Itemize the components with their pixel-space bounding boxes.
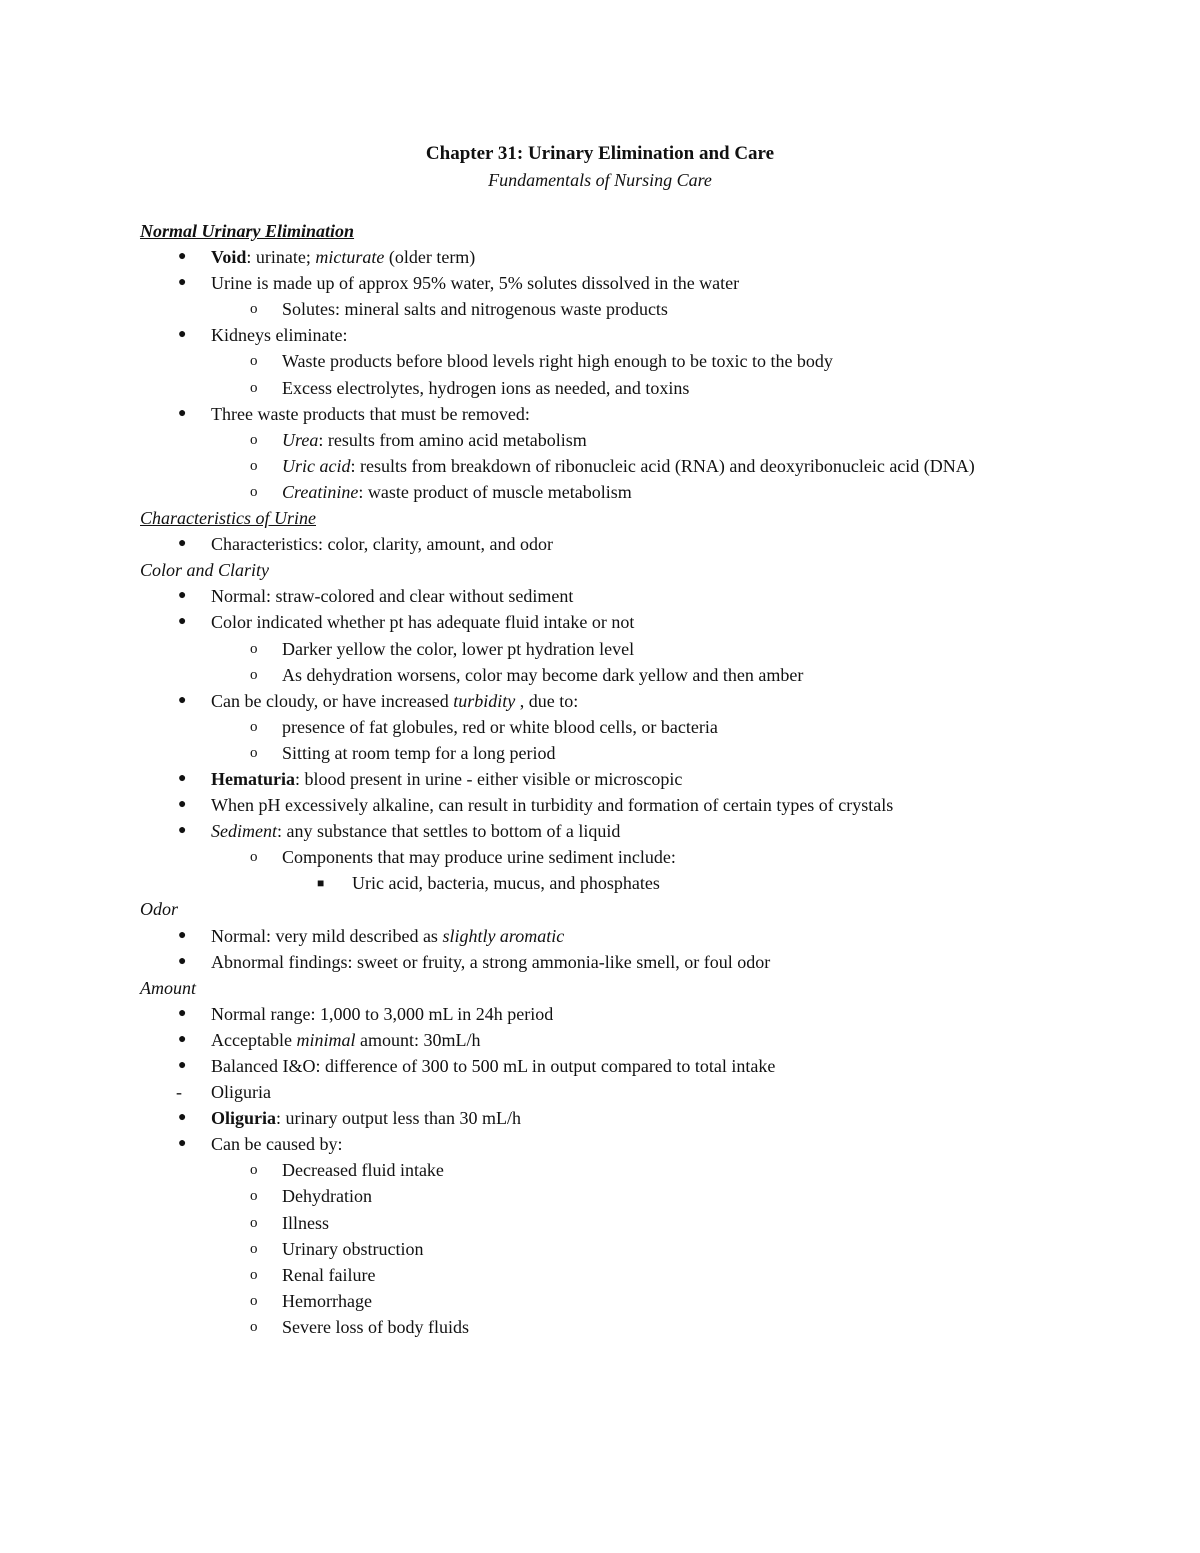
list-item: ● Characteristics: color, clarity, amount, and odor [140, 531, 1140, 557]
list-item: ● Sediment: any substance that settles to bottom of a liquid [140, 818, 1140, 844]
list-item: ● Hematuria: blood present in urine - either visible or microscopic [140, 766, 1140, 792]
section-heading-amount: Amount [140, 977, 196, 998]
square-bullet-icon: ■ [317, 876, 325, 891]
list-item: o Dehydration [140, 1183, 1140, 1209]
list-item: o Urinary obstruction [140, 1236, 1140, 1262]
circle-bullet-icon: o [250, 1214, 258, 1231]
bullet-icon: ● [178, 249, 187, 265]
section-heading-normal-elimination: Normal Urinary Elimination [140, 221, 355, 241]
bullet-icon: ● [178, 1005, 187, 1021]
circle-bullet-icon: o [250, 457, 258, 474]
list-item: o Decreased fluid intake [140, 1157, 1140, 1183]
bullet-icon: ● [178, 770, 187, 786]
list-item: ● Normal: very mild described as slightly aromatic [140, 923, 1140, 949]
circle-bullet-icon: o [250, 431, 258, 448]
bullet-icon: ● [178, 927, 187, 943]
circle-bullet-icon: o [250, 1266, 258, 1283]
circle-bullet-icon: o [250, 718, 258, 735]
circle-bullet-icon: o [250, 1292, 258, 1309]
bullet-icon: ● [178, 797, 187, 813]
list-item: ● Oliguria: urinary output less than 30 mL/h [140, 1105, 1140, 1131]
circle-bullet-icon: o [250, 1162, 258, 1179]
list-item: o Components that may produce urine sediment include: [140, 844, 1140, 870]
section-heading-color-clarity: Color and Clarity [140, 560, 270, 581]
list-item: ● Balanced I&O: difference of 300 to 500 mL in output compared to total intake [140, 1053, 1140, 1079]
list-item: o Solutes: mineral salts and nitrogenous waste products [140, 296, 1140, 322]
circle-bullet-icon: o [250, 640, 258, 657]
document-body [140, 218, 1140, 1340]
circle-bullet-icon: o [250, 1318, 258, 1335]
list-item: ● Color indicated whether pt has adequate fluid intake or not [140, 609, 1140, 635]
circle-bullet-icon: o [250, 353, 258, 370]
bullet-icon: ● [178, 1031, 187, 1047]
list-item: o Excess electrolytes, hydrogen ions as needed, and toxins [140, 375, 1140, 401]
circle-bullet-icon: o [250, 379, 258, 396]
bullet-icon: ● [178, 588, 187, 604]
list-item: ● Void: urinate; micturate (older term) [140, 244, 1140, 270]
list-item: ● When pH excessively alkaline, can result in turbidity and formation of certain types of crystals [140, 792, 1140, 818]
circle-bullet-icon: o [250, 1240, 258, 1257]
bullet-icon: ● [178, 405, 187, 421]
bullet-icon: ● [178, 823, 187, 839]
list-item: - Oliguria [140, 1079, 1140, 1105]
list-item: o Creatinine: waste product of muscle metabolism [140, 479, 1140, 505]
bullet-icon: ● [178, 1110, 187, 1126]
bullet-icon: ● [178, 953, 187, 969]
list-item: ● Kidneys eliminate: [140, 322, 1140, 348]
list-item: ● Can be caused by: [140, 1131, 1140, 1157]
page-title: Chapter 31: Urinary Elimination and Care [425, 143, 775, 164]
list-item: o Severe loss of body fluids [140, 1314, 1140, 1340]
list-item: o Sitting at room temp for a long period [140, 740, 1140, 766]
bullet-icon: ● [178, 536, 187, 552]
section-heading-odor: Odor [140, 899, 179, 920]
bullet-icon: ● [178, 1058, 187, 1073]
list-item: ● Abnormal findings: sweet or fruity, a strong ammonia-like smell, or foul odor [140, 949, 1140, 975]
list-item: ● Normal: straw-colored and clear without sediment [140, 583, 1140, 609]
bullet-icon: ● [178, 327, 187, 343]
list-item: ● Three waste products that must be removed: [140, 401, 1140, 427]
list-item: o As dehydration worsens, color may become dark yellow and then amber [140, 662, 1140, 688]
list-item: o Darker yellow the color, lower pt hydration level [140, 636, 1140, 662]
list-item: o Waste products before blood levels right high enough to be toxic to the body [140, 348, 1140, 374]
page-subtitle: Fundamentals of Nursing Care [488, 170, 712, 190]
bullet-icon: ● [178, 614, 187, 630]
section-heading-characteristics: Characteristics of Urine [140, 508, 316, 529]
circle-bullet-icon: o [250, 483, 258, 500]
dash-bullet-icon: - [176, 1082, 182, 1103]
list-item: o presence of fat globules, red or white blood cells, or bacteria [140, 714, 1140, 740]
bullet-icon: ● [178, 275, 187, 291]
list-item: o Hemorrhage [140, 1288, 1140, 1314]
list-item: o Illness [140, 1210, 1140, 1236]
circle-bullet-icon: o [250, 666, 258, 683]
list-item: ● Urine is made up of approx 95% water, 5% solutes dissolved in the water [140, 270, 1140, 296]
bullet-icon: ● [178, 1136, 187, 1152]
circle-bullet-icon: o [250, 744, 258, 761]
circle-bullet-icon: o [250, 301, 258, 318]
list-item: o Renal failure [140, 1262, 1140, 1288]
circle-bullet-icon: o [250, 849, 258, 866]
list-item: o Uric acid: results from breakdown of ribonucleic acid (RNA) and deoxyribonucleic acid (DNA) [140, 453, 1140, 479]
list-item: o Urea: results from amino acid metabolism [140, 427, 1140, 453]
list-item: ● Acceptable minimal amount: 30mL/h [140, 1027, 1140, 1053]
list-item: ● Normal range: 1,000 to 3,000 mL in 24h period [140, 1001, 1140, 1027]
list-item: ■ Uric acid, bacteria, mucus, and phosphates [140, 870, 1140, 896]
list-item: ● Can be cloudy, or have increased turbidity , due to: [140, 688, 1140, 714]
circle-bullet-icon: o [250, 1188, 258, 1205]
bullet-icon: ● [178, 692, 187, 708]
